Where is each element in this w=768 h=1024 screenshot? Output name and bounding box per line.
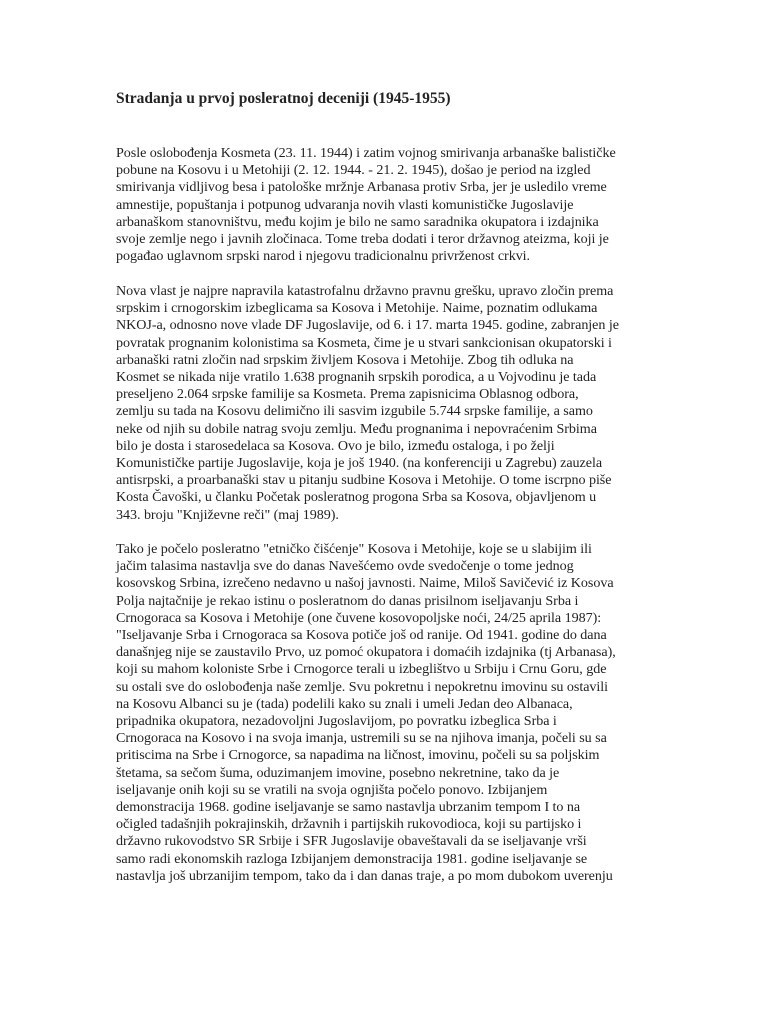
text-line: Kosmet se nikada nije vratilo 1.638 prognanih srpskih porodica, a u Vojvodinu je tada (116, 369, 597, 386)
text-line: Polja najtačnije je rekao istinu o posleratnom do danas prisilnom iseljavanju Srba i (116, 592, 579, 609)
paragraph-1 (116, 145, 654, 265)
text-line: na Kosovu Albanci su je (tada) podelili kako su znali i umeli Jedan deo Albanaca, (116, 695, 573, 712)
text-line: su ostali sve do oslobođenja naše zemlje. Svu pokretnu i nepokretnu imovinu su ostavili (116, 678, 608, 695)
text-line: koji su mahom koloniste Srbe i Crnogorce terali u izbeglištvo u Srbiju i Crnu Goru, gde (116, 661, 607, 678)
text-line: kosovskog Srbina, izrečeno nedavno u našoj javnosti. Naime, Miloš Savičević iz Kosova (116, 575, 614, 592)
text-line: NKOJ-a, odnosno nove vlade DF Jugoslavije, od 6. i 17. marta 1945. godine, zabranjen je (116, 317, 619, 334)
text-line: Kosta Čavoški, u članku Početak posleratnog progona Srba sa Kosova, objavljenom u (116, 489, 597, 506)
text-line: samo radi ekonomskih razloga Izbijanjem demonstracija 1981. godine iseljavanje se (116, 850, 588, 867)
text-line: Nova vlast je najpre napravila katastrofalnu državno pravnu grešku, upravo zločin prema (116, 283, 614, 299)
text-line: zemlju su tada na Kosovu delimično ili sasvim izgubile 5.744 srpske familije, a samo (116, 403, 593, 420)
text-line: očigled tadašnjih pokrajinskih, državnih i partijskih rukovodioca, koji su partijsko i (116, 816, 582, 833)
text-line: preseljeno 2.064 srpske familije sa Kosmeta. Prema zapisnicima Oblasnog odbora, (116, 386, 579, 403)
text-line: štetama, sa sečom šuma, oduzimanjem imovine, posebno nekretnine, tako da je (116, 764, 560, 781)
text-line: "Iseljavanje Srba i Crnogoraca sa Kosova potiče još od ranije. Od 1941. godine do dana (116, 627, 607, 644)
text-line: arbanaškom stanovništvu, među kojim je bilo ne samo saradnika okupatora i izdajnika (116, 213, 599, 230)
text-line: jačim talasima nastavlja sve do danas Navešćemo ovde svedočenje o tome jednog (116, 558, 574, 575)
text-line: državno rukovodstvo SR Srbije i SFR Jugoslavije obaveštavali da se iseljavanje vrši (116, 833, 587, 850)
text-line: srpskim i crnogorskim izbeglicama sa Kosova i Metohije. Naime, poznatim odlukama (116, 300, 598, 317)
text-line: Crnogoraca na Kosovo i na svoja imanja, ustremili su se na njihova imanja, počeli su sa (116, 730, 607, 747)
text-line: pogađao uglavnom srpski narod i njegovu tradicionalnu privrženost crkvi. (116, 248, 531, 265)
paragraph-2 (116, 283, 654, 524)
paragraph-3 (116, 541, 654, 885)
text-line: svoje zemlje nego i javnih zločinaca. Tome treba dodati i teror državnog ateizma, koji je (116, 231, 609, 248)
document-title: Stradanja u prvoj posleratnoj deceniji (1945-1955) (116, 90, 451, 107)
text-line: 343. broju "Književne reči" (maj 1989). (116, 506, 339, 523)
text-line: pripadnika okupatora, nezadovoljni Jugoslavijom, po povratku izbeglica Srba i (116, 713, 557, 730)
text-line: Posle oslobođenja Kosmeta (23. 11. 1944) i zatim vojnog smirivanja arbanaške balističke (116, 145, 616, 161)
text-line: iseljavanje onih koji su se vratili na svoja ognjišta počelo ponovo. Izbijanjem (116, 781, 548, 798)
text-line: pobune na Kosovu i u Metohiji (2. 12. 1944. - 21. 2. 1945), došao je period na izgled (116, 162, 591, 179)
text-line: arbanaški ratni zločin nad srpskim življem Kosova i Metohije. Zbog tih odluka na (116, 351, 574, 368)
text-line: Komunističke partije Jugoslavije, koja je još 1940. (na konferenciji u Zagrebu) zauzela (116, 455, 603, 472)
text-line: bilo je dosta i starosedelaca sa Kosova. Ovo je bilo, između ostaloga, i po želji (116, 437, 555, 454)
text-line: Tako je počelo posleratno "etničko čišćenje" Kosova i Metohije, koje se u slabijim ili (116, 541, 592, 557)
text-line: današnjeg nije se zaustavilo Prvo, uz pomoć okupatora i domaćih izdajnika (tj Arbanasa), (116, 644, 616, 661)
text-line: Crnogoraca sa Kosova i Metohije (one čuvene kosovopoljske noći, 24/25 aprila 1987): (116, 609, 602, 626)
text-line: nastavlja još ubrzanijim tempom, tako da i dan danas traje, a po mom dubokom uverenju (116, 867, 613, 884)
text-line: neke od njih su dobile natrag svoju zemlju. Među prognanima i nepovraćenim Srbima (116, 420, 597, 437)
text-line: pritiscima na Srbe i Crnogorce, sa napadima na ličnost, imovinu, počeli su sa poljskim (116, 747, 600, 764)
text-line: amnestije, popuštanja i potpunog udvaranja novih vlasti komunističke Jugoslavije (116, 196, 574, 213)
text-line: antisrpski, a proarbanaški stav u pitanju sudbine Kosova i Metohije. O tome iscrpno piše (116, 472, 612, 489)
text-line: povratak prognanim kolonistima sa Kosmeta, čime je u stvari sankcionisan okupatorski i (116, 334, 612, 351)
text-line: smirivanja vidljivog besa i patološke mržnje Arbanasa protiv Srba, jer je usledilo vreme (116, 179, 607, 196)
text-line: demonstracija 1968. godine iseljavanje se samo nastavlja ubrzanim tempom I to na (116, 799, 581, 816)
